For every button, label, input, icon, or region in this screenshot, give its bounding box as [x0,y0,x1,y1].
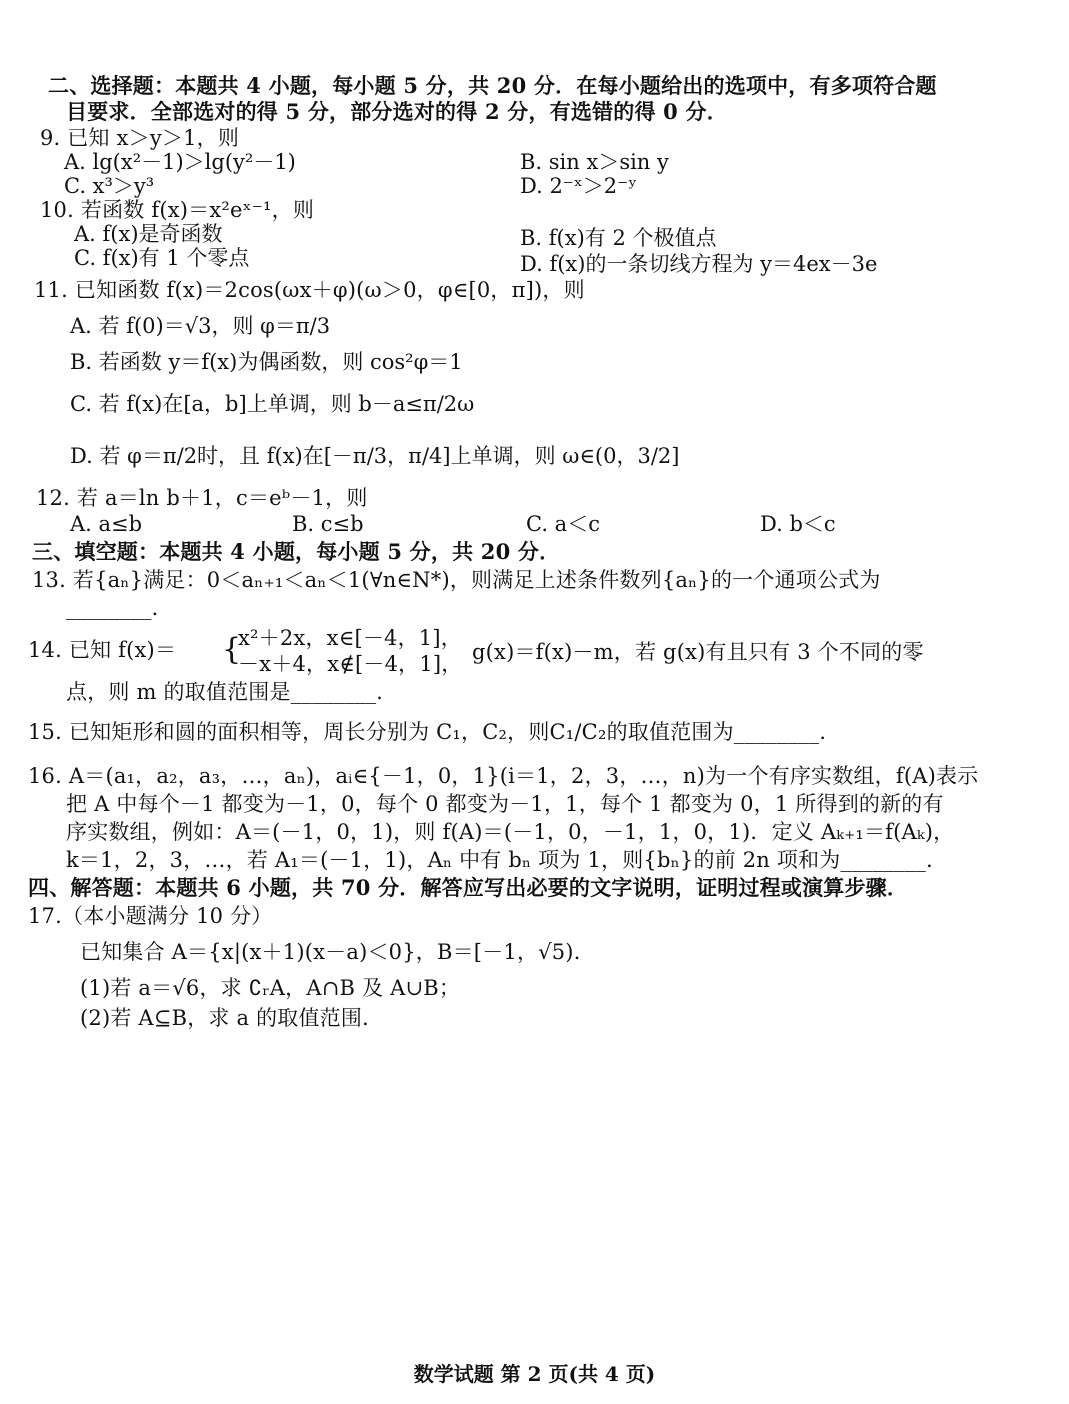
page-footer: 数学试题 第 2 页(共 4 页) [413,1362,656,1386]
section-4-header: 四、解答题：本题共 6 小题，共 70 分．解答应写出必要的文字说明，证明过程或演算步骤． [28,875,909,900]
q11-stem: 11. 已知函数 f(x)＝2cos(ωx＋φ)(ω＞0，φ∈[0，π])，则 [34,278,585,302]
q10-option-b: B. f(x)有 2 个极值点 [520,226,717,250]
q9-stem: 9. 已知 x＞y＞1，则 [40,126,240,150]
q16-line-4: k＝1，2，3，…，若 A₁＝(－1，1)，Aₙ 中有 bₙ 项为 1，则{bₙ}的前 2n 项和为________． [66,848,948,872]
q14-suffix: g(x)＝f(x)－m，若 g(x)有且只有 3 个不同的零 [472,640,924,664]
q11-option-d: D. 若 φ＝π/2时，且 f(x)在[－π/3，π/4]上单调，则 ω∈(0，3/2] [70,444,680,468]
q17-part-1: (1)若 a＝√6，求 ∁ᵣA，A∩B 及 A∪B； [80,976,461,1000]
q17-part-2: (2)若 A⊆B，求 a 的取值范围． [80,1006,384,1030]
q14-prefix: 14. 已知 f(x)＝ [28,638,177,662]
section-3-header: 三、填空题：本题共 4 小题，每小题 5 分，共 20 分． [32,539,561,564]
q16-line-1: 16. A＝(a₁，a₂，a₃，…，aₙ)，aᵢ∈{－1，0，1}(i＝1，2，3，…，n)为一个有序实数组，f(A)表示 [28,764,979,788]
q12-option-d: D. b＜c [760,512,836,536]
q12-option-c: C. a＜c [526,512,600,536]
section-2-header-line-1: 二、选择题：本题共 4 小题，每小题 5 分，共 20 分．在每小题给出的选项中，有多项符合题 [48,73,937,98]
q10-option-d: D. f(x)的一条切线方程为 y＝4ex－3e [520,252,878,276]
q13-line-2: ________． [66,596,173,620]
q15-text: 15. 已知矩形和圆的面积相等，周长分别为 C₁，C₂，则C₁/C₂的取值范围为________． [28,720,841,744]
q17-stem: 已知集合 A＝{x|(x＋1)(x－a)＜0}，B＝[－1，√5)． [80,940,595,964]
q10-option-a: A. f(x)是奇函数 [74,222,223,246]
q10-stem: 10. 若函数 f(x)＝x²eˣ⁻¹，则 [40,198,315,222]
q16-line-2: 把 A 中每个－1 都变为－1，0，每个 0 都变为－1，1，每个 1 都变为 0，1 所得到的新的有 [66,792,944,816]
q9-option-b: B. sin x＞sin y [520,150,669,174]
q17-title: 17.（本小题满分 10 分） [28,904,273,928]
section-2-header-line-2: 目要求．全部选对的得 5 分，部分选对的得 2 分，有选错的得 0 分． [66,99,728,124]
q14-case-1: x²＋2x，x∈[－4，1]， [238,626,462,650]
q9-option-a: A. lg(x²－1)＞lg(y²－1) [64,150,296,174]
q11-option-a: A. 若 f(0)＝√3，则 φ＝π/3 [70,314,331,338]
q12-stem: 12. 若 a＝ln b＋1，c＝eᵇ－1，则 [36,486,368,510]
q9-option-c: C. x³＞y³ [64,174,155,198]
q11-option-b: B. 若函数 y＝f(x)为偶函数，则 cos²φ＝1 [70,350,463,374]
q14-line-2: 点，则 m 的取值范围是________． [66,680,398,704]
q16-line-3: 序实数组，例如：A＝(－1，0，1)，则 f(A)＝(－1，0，－1，1，0，1)．定义 Aₖ₊₁＝f(Aₖ)， [66,820,955,844]
q12-option-a: A. a≤b [70,512,143,536]
q10-option-c: C. f(x)有 1 个零点 [74,246,250,270]
q13-line-1: 13. 若{aₙ}满足：0＜aₙ₊₁＜aₙ＜1(∀n∈N*)，则满足上述条件数列{aₙ}的一个通项公式为 [32,568,881,592]
q12-option-b: B. c≤b [292,512,364,536]
q14-case-2: －x＋4，x∉[－4，1]， [238,652,463,676]
q11-option-c: C. 若 f(x)在[a，b]上单调，则 b－a≤π/2ω [70,392,475,416]
q9-option-d: D. 2⁻ˣ＞2⁻ʸ [520,174,638,198]
q14-brace: { [222,632,242,667]
